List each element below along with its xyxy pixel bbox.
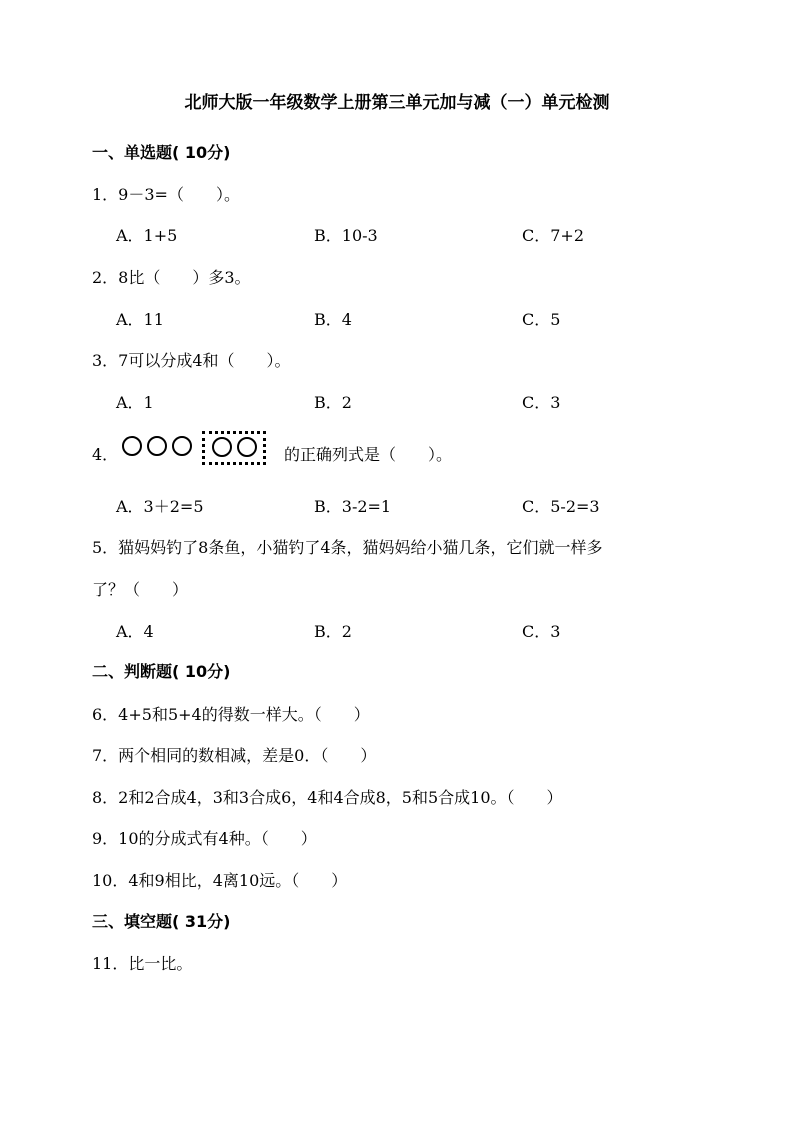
question-1: 1．9－3=（ ）。 xyxy=(92,185,240,204)
question-11: 11．比一比。 xyxy=(92,954,193,973)
question-6: 6．4+5和5+4的得数一样大。（ ） xyxy=(92,705,370,724)
question-9: 9．10的分成式有4种。（ ） xyxy=(92,829,317,848)
q1-option-b: B．10-3 xyxy=(314,226,378,245)
q5-option-c: C．3 xyxy=(522,622,561,641)
page-title: 北师大版一年级数学上册第三单元加与减（一）单元检测 xyxy=(184,93,610,113)
q5-option-a: A．4 xyxy=(116,622,154,641)
q3-option-a: A．1 xyxy=(116,393,154,412)
question-8: 8．2和2合成4，3和3合成6，4和4合成8，5和5合成10。（ ） xyxy=(92,788,563,807)
q1-option-c: C．7+2 xyxy=(522,226,585,245)
question-4-number: 4． xyxy=(92,445,119,464)
section-heading-fill-blank: 三、填空题( 31分) xyxy=(92,912,231,931)
circle-group-icon xyxy=(122,436,192,460)
q4-option-a: A．3＋2=5 xyxy=(116,497,204,516)
q2-option-b: B．4 xyxy=(314,310,352,329)
q5-option-b: B．2 xyxy=(314,622,352,641)
q3-option-c: C．3 xyxy=(522,393,561,412)
boxed-circles-icon xyxy=(212,437,257,461)
q2-option-a: A．11 xyxy=(116,310,164,329)
q2-option-c: C．5 xyxy=(522,310,561,329)
question-2: 2．8比（ ）多3。 xyxy=(92,268,251,287)
question-5-line-2: 了？（ ） xyxy=(92,580,189,599)
section-heading-single-choice: 一、单选题( 10分) xyxy=(92,143,231,162)
q3-option-b: B．2 xyxy=(314,393,352,412)
question-3: 3．7可以分成4和（ ）。 xyxy=(92,351,291,370)
section-heading-true-false: 二、判断题( 10分) xyxy=(92,662,231,681)
q4-option-c: C．5-2=3 xyxy=(522,497,600,516)
q4-option-b: B．3-2=1 xyxy=(314,497,392,516)
question-10: 10．4和9相比，4离10远。（ ） xyxy=(92,871,348,890)
question-7: 7．两个相同的数相减，差是0．（ ） xyxy=(92,746,377,765)
q1-option-a: A．1+5 xyxy=(116,226,178,245)
question-4-text: 的正确列式是（ ）。 xyxy=(284,445,453,464)
question-5-line-1: 5．猫妈妈钓了8条鱼，小猫钓了4条，猫妈妈给小猫几条，它们就一样多 xyxy=(92,538,603,557)
